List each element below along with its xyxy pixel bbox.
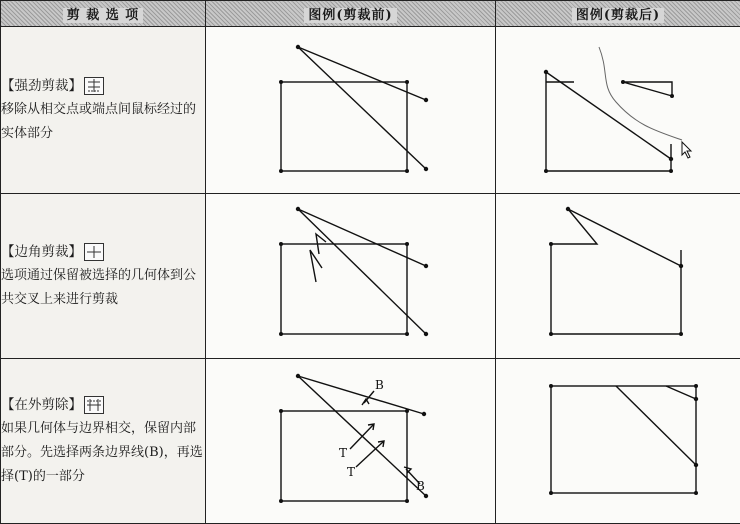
option-name: 【强劲剪裁】: [1, 74, 82, 98]
figure-after: [496, 27, 740, 194]
selection-arrow: [310, 250, 322, 282]
trim-label: T: [339, 446, 347, 460]
power-trim-icon: [84, 77, 104, 95]
header-row: [1, 1, 740, 27]
boundary-label: B: [416, 479, 425, 493]
header-before: 图例(剪裁前): [206, 1, 496, 27]
figure-before: [206, 27, 496, 194]
sketch-line: [666, 386, 696, 399]
sketch-before-power-trim: [206, 27, 495, 193]
rectangle: [281, 82, 407, 171]
option-name: 【在外剪除】: [1, 393, 82, 417]
sketch-line: [298, 47, 426, 100]
header-option: 剪 裁 选 项: [1, 1, 206, 27]
figure-before: [206, 359, 496, 524]
option-description: 如果几何体与边界相交，保留内部部分。先选择两条边界线(B)，再选择(T)的一部分: [1, 417, 205, 489]
header-after: 图例(剪裁后): [496, 1, 740, 27]
sketch-line: [623, 82, 672, 96]
sketch-before-corner-trim: [206, 194, 495, 358]
corner-trim-icon: [84, 243, 104, 261]
figure-before: [206, 194, 496, 359]
table-row: [1, 27, 740, 194]
trim-away-outside-icon: [84, 396, 104, 414]
rectangle-remainder: [546, 72, 671, 171]
figure-after: [496, 194, 740, 359]
option-cell: [1, 27, 206, 194]
mouse-cursor-icon: [682, 142, 691, 158]
trim-label: T: [347, 465, 355, 479]
sketch-after-power-trim: [496, 27, 740, 193]
option-name: 【边角剪裁】: [1, 240, 82, 264]
trim-arrow: [356, 441, 384, 467]
option-cell: [1, 194, 206, 359]
table-row: [1, 194, 740, 359]
option-description: 移除从相交点或端点间鼠标经过的实体部分: [1, 98, 205, 146]
sketch-line: [546, 72, 671, 159]
sketch-line: [551, 209, 681, 266]
option-cell: [1, 359, 206, 524]
figure-after: [496, 359, 740, 524]
option-description: 选项通过保留被选择的几何体到公共交叉上来进行剪裁: [1, 264, 205, 312]
sketch-line: [298, 376, 424, 414]
boundary-label: B: [375, 378, 384, 392]
rectangle: [551, 386, 696, 493]
sketch-after-corner-trim: [496, 194, 740, 358]
sketch-line: [616, 386, 696, 465]
rectangle: [281, 244, 407, 334]
sketch-before-trim-outside: [206, 359, 495, 523]
sketch-after-trim-outside: [496, 359, 740, 523]
mouse-trail: [599, 47, 682, 140]
table-row: [1, 359, 740, 524]
rectangle-remainder: [551, 244, 681, 334]
